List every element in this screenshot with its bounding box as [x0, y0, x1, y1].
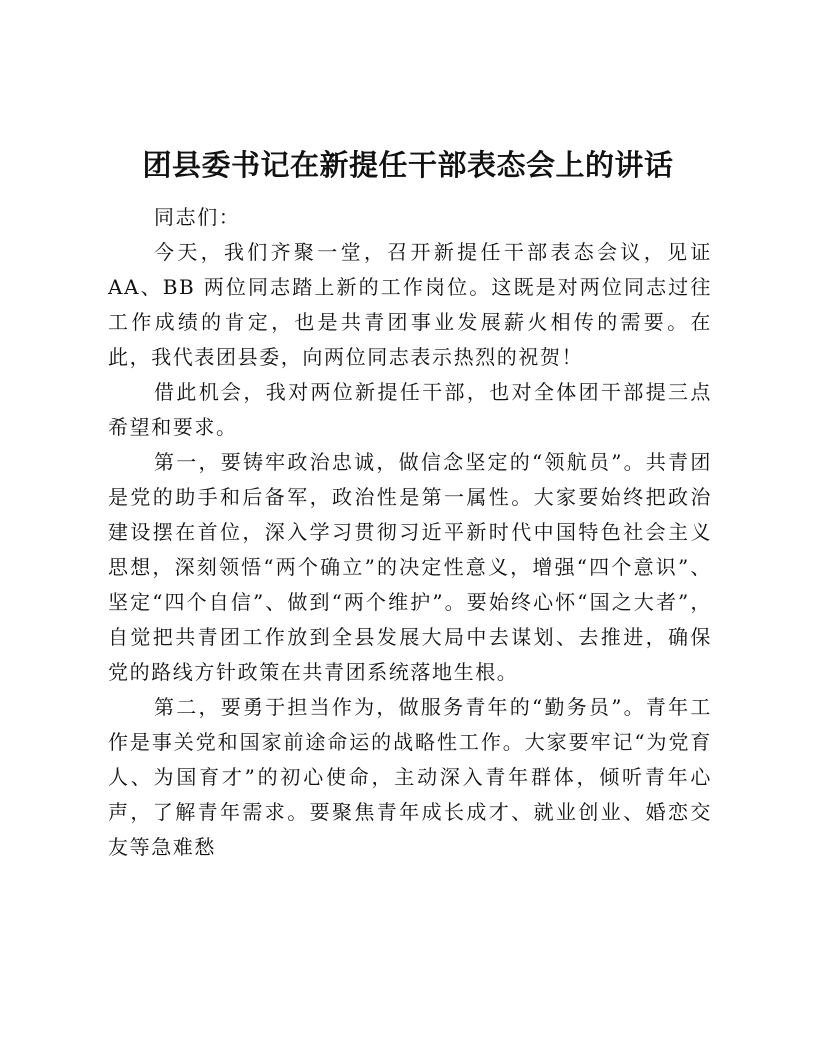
transition-paragraph: 借此机会，我对两位新提任干部，也对全体团干部提三点希望和要求。	[108, 380, 712, 439]
document-title: 团县委书记在新提任干部表态会上的讲话	[142, 148, 674, 182]
point-two-paragraph: 第二，要勇于担当作为，做服务青年的“勤务员”。青年工作是事关党和国家前途命运的战略性工作。大家要牢记“为党育人、为国育才”的初心使命，主动深入青年群体，倾听青年心声，了解青年需求。要聚焦青年成长成才、就业创业、婚恋交友等急难愁	[108, 695, 712, 859]
salutation-paragraph: 同志们：	[154, 205, 241, 229]
point-one-paragraph: 第一，要铸牢政治忠诚，做信念坚定的“领航员”。共青团是党的助手和后备军，政治性是第一属性。大家要始终把政治建设摆在首位，深入学习贯彻习近平新时代中国特色社会主义思想，深刻领悟“两个确立”的决定性意义，增强“四个意识”、坚定“四个自信”、做到“两个维护”。要始终心怀“国之大者”，自觉把共青团工作放到全县发展大局中去谋划、去推进，确保党的路线方针政策在共青团系统落地生根。	[108, 450, 712, 684]
document-body	[108, 200, 712, 865]
opening-paragraph: 今天，我们齐聚一堂，召开新提任干部表态会议，见证 AA、BB 两位同志踏上新的工作岗位。这既是对两位同志过往工作成绩的肯定，也是共青团事业发展薪火相传的需要。在此，我代表团县委，向两位同志表示热烈的祝贺！	[108, 240, 712, 369]
